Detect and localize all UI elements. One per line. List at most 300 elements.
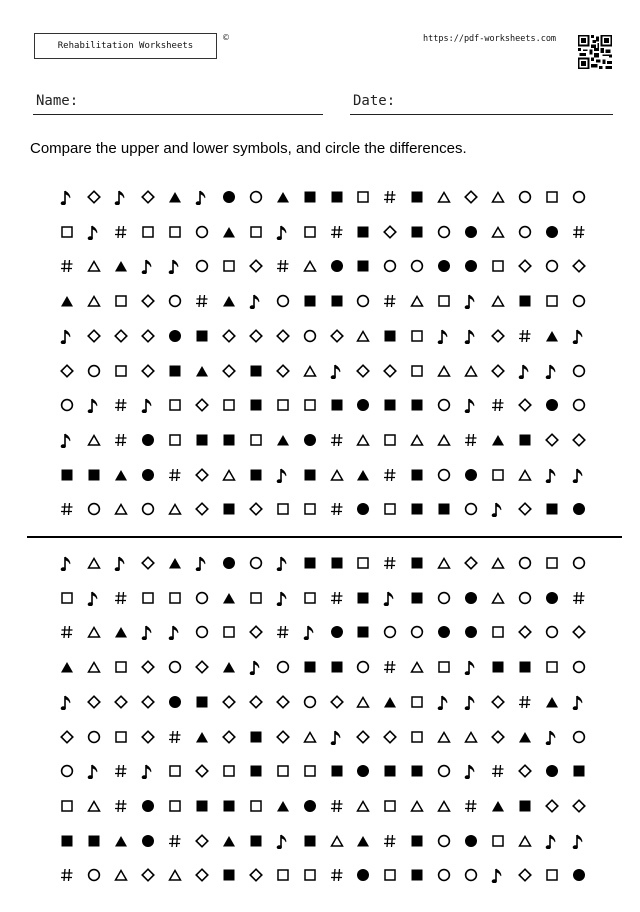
- open-circle-icon[interactable]: [566, 553, 592, 573]
- filled-triangle-icon[interactable]: [216, 291, 242, 311]
- open-circle-icon[interactable]: [566, 395, 592, 415]
- filled-triangle-icon[interactable]: [216, 657, 242, 677]
- open-diamond-icon[interactable]: [189, 761, 215, 781]
- open-diamond-icon[interactable]: [270, 361, 296, 381]
- open-square-icon[interactable]: [297, 761, 323, 781]
- filled-square-icon[interactable]: [404, 831, 430, 851]
- open-diamond-icon[interactable]: [243, 692, 269, 712]
- open-circle-icon[interactable]: [431, 465, 457, 485]
- eighth-note-icon[interactable]: [243, 657, 269, 677]
- hash-icon[interactable]: [324, 588, 350, 608]
- open-square-icon[interactable]: [431, 657, 457, 677]
- open-triangle-icon[interactable]: [512, 465, 538, 485]
- open-circle-icon[interactable]: [404, 622, 430, 642]
- filled-square-icon[interactable]: [404, 465, 430, 485]
- hash-icon[interactable]: [566, 588, 592, 608]
- open-square-icon[interactable]: [243, 796, 269, 816]
- open-triangle-icon[interactable]: [81, 256, 107, 276]
- open-diamond-icon[interactable]: [512, 256, 538, 276]
- filled-square-icon[interactable]: [404, 395, 430, 415]
- eighth-note-icon[interactable]: [566, 326, 592, 346]
- filled-square-icon[interactable]: [377, 326, 403, 346]
- filled-square-icon[interactable]: [189, 430, 215, 450]
- open-circle-icon[interactable]: [458, 865, 484, 885]
- filled-circle-icon[interactable]: [431, 622, 457, 642]
- open-diamond-icon[interactable]: [566, 256, 592, 276]
- hash-icon[interactable]: [270, 256, 296, 276]
- open-circle-icon[interactable]: [566, 187, 592, 207]
- open-diamond-icon[interactable]: [566, 430, 592, 450]
- filled-square-icon[interactable]: [404, 187, 430, 207]
- open-square-icon[interactable]: [404, 361, 430, 381]
- open-square-icon[interactable]: [216, 256, 242, 276]
- open-triangle-icon[interactable]: [404, 796, 430, 816]
- open-diamond-icon[interactable]: [458, 187, 484, 207]
- eighth-note-icon[interactable]: [485, 499, 511, 519]
- hash-icon[interactable]: [54, 865, 80, 885]
- open-triangle-icon[interactable]: [404, 430, 430, 450]
- open-circle-icon[interactable]: [81, 499, 107, 519]
- filled-circle-icon[interactable]: [135, 465, 161, 485]
- filled-circle-icon[interactable]: [162, 326, 188, 346]
- open-diamond-icon[interactable]: [512, 761, 538, 781]
- open-triangle-icon[interactable]: [297, 361, 323, 381]
- eighth-note-icon[interactable]: [539, 465, 565, 485]
- open-square-icon[interactable]: [216, 761, 242, 781]
- eighth-note-icon[interactable]: [135, 622, 161, 642]
- open-circle-icon[interactable]: [566, 291, 592, 311]
- open-diamond-icon[interactable]: [270, 692, 296, 712]
- eighth-note-icon[interactable]: [108, 553, 134, 573]
- hash-icon[interactable]: [377, 187, 403, 207]
- hash-icon[interactable]: [162, 727, 188, 747]
- open-circle-icon[interactable]: [350, 291, 376, 311]
- open-diamond-icon[interactable]: [135, 692, 161, 712]
- eighth-note-icon[interactable]: [539, 727, 565, 747]
- open-triangle-icon[interactable]: [297, 727, 323, 747]
- filled-square-icon[interactable]: [243, 761, 269, 781]
- open-square-icon[interactable]: [297, 222, 323, 242]
- open-diamond-icon[interactable]: [135, 657, 161, 677]
- eighth-note-icon[interactable]: [458, 761, 484, 781]
- filled-triangle-icon[interactable]: [485, 430, 511, 450]
- filled-square-icon[interactable]: [81, 465, 107, 485]
- eighth-note-icon[interactable]: [458, 291, 484, 311]
- open-triangle-icon[interactable]: [350, 796, 376, 816]
- open-square-icon[interactable]: [485, 622, 511, 642]
- open-circle-icon[interactable]: [189, 622, 215, 642]
- filled-square-icon[interactable]: [189, 692, 215, 712]
- open-circle-icon[interactable]: [377, 256, 403, 276]
- filled-triangle-icon[interactable]: [108, 622, 134, 642]
- open-diamond-icon[interactable]: [135, 865, 161, 885]
- open-diamond-icon[interactable]: [243, 499, 269, 519]
- name-field[interactable]: [33, 92, 323, 115]
- open-square-icon[interactable]: [243, 222, 269, 242]
- filled-triangle-icon[interactable]: [216, 222, 242, 242]
- filled-circle-icon[interactable]: [350, 499, 376, 519]
- open-circle-icon[interactable]: [297, 692, 323, 712]
- filled-square-icon[interactable]: [324, 291, 350, 311]
- open-circle-icon[interactable]: [566, 657, 592, 677]
- filled-square-icon[interactable]: [431, 499, 457, 519]
- open-square-icon[interactable]: [297, 395, 323, 415]
- open-triangle-icon[interactable]: [81, 657, 107, 677]
- filled-square-icon[interactable]: [512, 291, 538, 311]
- open-square-icon[interactable]: [108, 657, 134, 677]
- open-diamond-icon[interactable]: [512, 865, 538, 885]
- open-square-icon[interactable]: [135, 222, 161, 242]
- open-circle-icon[interactable]: [512, 187, 538, 207]
- open-square-icon[interactable]: [135, 588, 161, 608]
- filled-square-icon[interactable]: [539, 499, 565, 519]
- open-diamond-icon[interactable]: [566, 622, 592, 642]
- eighth-note-icon[interactable]: [324, 361, 350, 381]
- open-diamond-icon[interactable]: [243, 256, 269, 276]
- open-triangle-icon[interactable]: [458, 361, 484, 381]
- open-circle-icon[interactable]: [270, 657, 296, 677]
- hash-icon[interactable]: [324, 796, 350, 816]
- open-diamond-icon[interactable]: [189, 499, 215, 519]
- filled-circle-icon[interactable]: [135, 430, 161, 450]
- hash-icon[interactable]: [324, 865, 350, 885]
- filled-circle-icon[interactable]: [135, 796, 161, 816]
- open-circle-icon[interactable]: [297, 326, 323, 346]
- filled-circle-icon[interactable]: [566, 865, 592, 885]
- open-circle-icon[interactable]: [189, 588, 215, 608]
- open-diamond-icon[interactable]: [458, 553, 484, 573]
- open-circle-icon[interactable]: [539, 256, 565, 276]
- open-diamond-icon[interactable]: [189, 831, 215, 851]
- filled-triangle-icon[interactable]: [216, 831, 242, 851]
- filled-square-icon[interactable]: [54, 831, 80, 851]
- site-url[interactable]: https://pdf-worksheets.com: [423, 34, 557, 44]
- open-circle-icon[interactable]: [135, 499, 161, 519]
- open-circle-icon[interactable]: [243, 553, 269, 573]
- open-diamond-icon[interactable]: [216, 326, 242, 346]
- eighth-note-icon[interactable]: [458, 326, 484, 346]
- open-triangle-icon[interactable]: [350, 692, 376, 712]
- filled-square-icon[interactable]: [216, 430, 242, 450]
- filled-square-icon[interactable]: [404, 222, 430, 242]
- open-triangle-icon[interactable]: [162, 865, 188, 885]
- hash-icon[interactable]: [377, 465, 403, 485]
- open-diamond-icon[interactable]: [324, 692, 350, 712]
- eighth-note-icon[interactable]: [135, 761, 161, 781]
- hash-icon[interactable]: [324, 222, 350, 242]
- hash-icon[interactable]: [54, 622, 80, 642]
- filled-circle-icon[interactable]: [162, 692, 188, 712]
- open-square-icon[interactable]: [377, 430, 403, 450]
- filled-triangle-icon[interactable]: [162, 553, 188, 573]
- open-square-icon[interactable]: [108, 291, 134, 311]
- open-diamond-icon[interactable]: [135, 553, 161, 573]
- open-diamond-icon[interactable]: [377, 727, 403, 747]
- eighth-note-icon[interactable]: [135, 395, 161, 415]
- filled-circle-icon[interactable]: [297, 430, 323, 450]
- open-diamond-icon[interactable]: [243, 326, 269, 346]
- eighth-note-icon[interactable]: [81, 395, 107, 415]
- filled-circle-icon[interactable]: [350, 761, 376, 781]
- open-triangle-icon[interactable]: [485, 588, 511, 608]
- filled-circle-icon[interactable]: [458, 256, 484, 276]
- hash-icon[interactable]: [458, 796, 484, 816]
- open-square-icon[interactable]: [485, 256, 511, 276]
- filled-circle-icon[interactable]: [539, 395, 565, 415]
- open-square-icon[interactable]: [243, 430, 269, 450]
- open-triangle-icon[interactable]: [324, 831, 350, 851]
- open-circle-icon[interactable]: [512, 222, 538, 242]
- filled-square-icon[interactable]: [404, 588, 430, 608]
- open-diamond-icon[interactable]: [81, 326, 107, 346]
- open-circle-icon[interactable]: [189, 256, 215, 276]
- filled-square-icon[interactable]: [297, 465, 323, 485]
- filled-triangle-icon[interactable]: [54, 291, 80, 311]
- filled-circle-icon[interactable]: [324, 622, 350, 642]
- filled-circle-icon[interactable]: [297, 796, 323, 816]
- open-circle-icon[interactable]: [54, 395, 80, 415]
- hash-icon[interactable]: [377, 553, 403, 573]
- filled-square-icon[interactable]: [512, 796, 538, 816]
- eighth-note-icon[interactable]: [512, 361, 538, 381]
- open-diamond-icon[interactable]: [216, 361, 242, 381]
- open-diamond-icon[interactable]: [108, 692, 134, 712]
- eighth-note-icon[interactable]: [270, 831, 296, 851]
- open-triangle-icon[interactable]: [431, 187, 457, 207]
- open-triangle-icon[interactable]: [485, 187, 511, 207]
- filled-circle-icon[interactable]: [458, 465, 484, 485]
- open-circle-icon[interactable]: [431, 222, 457, 242]
- open-square-icon[interactable]: [162, 588, 188, 608]
- eighth-note-icon[interactable]: [485, 865, 511, 885]
- open-diamond-icon[interactable]: [135, 361, 161, 381]
- hash-icon[interactable]: [377, 657, 403, 677]
- open-diamond-icon[interactable]: [324, 326, 350, 346]
- open-diamond-icon[interactable]: [54, 361, 80, 381]
- open-circle-icon[interactable]: [458, 499, 484, 519]
- open-diamond-icon[interactable]: [54, 727, 80, 747]
- filled-circle-icon[interactable]: [431, 256, 457, 276]
- open-diamond-icon[interactable]: [135, 727, 161, 747]
- hash-icon[interactable]: [377, 831, 403, 851]
- eighth-note-icon[interactable]: [566, 465, 592, 485]
- eighth-note-icon[interactable]: [54, 553, 80, 573]
- eighth-note-icon[interactable]: [270, 222, 296, 242]
- eighth-note-icon[interactable]: [81, 222, 107, 242]
- filled-triangle-icon[interactable]: [485, 796, 511, 816]
- filled-triangle-icon[interactable]: [216, 588, 242, 608]
- eighth-note-icon[interactable]: [566, 692, 592, 712]
- eighth-note-icon[interactable]: [539, 361, 565, 381]
- open-diamond-icon[interactable]: [216, 692, 242, 712]
- filled-square-icon[interactable]: [243, 831, 269, 851]
- open-triangle-icon[interactable]: [216, 465, 242, 485]
- hash-icon[interactable]: [458, 430, 484, 450]
- open-circle-icon[interactable]: [81, 727, 107, 747]
- hash-icon[interactable]: [324, 430, 350, 450]
- open-diamond-icon[interactable]: [539, 430, 565, 450]
- eighth-note-icon[interactable]: [135, 256, 161, 276]
- filled-triangle-icon[interactable]: [189, 361, 215, 381]
- filled-square-icon[interactable]: [404, 499, 430, 519]
- open-triangle-icon[interactable]: [431, 727, 457, 747]
- open-circle-icon[interactable]: [270, 291, 296, 311]
- open-diamond-icon[interactable]: [377, 361, 403, 381]
- eighth-note-icon[interactable]: [377, 588, 403, 608]
- hash-icon[interactable]: [566, 222, 592, 242]
- open-square-icon[interactable]: [270, 395, 296, 415]
- open-square-icon[interactable]: [350, 553, 376, 573]
- eighth-note-icon[interactable]: [324, 727, 350, 747]
- eighth-note-icon[interactable]: [162, 256, 188, 276]
- open-circle-icon[interactable]: [350, 657, 376, 677]
- open-diamond-icon[interactable]: [270, 727, 296, 747]
- eighth-note-icon[interactable]: [243, 291, 269, 311]
- open-square-icon[interactable]: [297, 499, 323, 519]
- open-square-icon[interactable]: [297, 865, 323, 885]
- hash-icon[interactable]: [108, 588, 134, 608]
- open-square-icon[interactable]: [431, 291, 457, 311]
- filled-triangle-icon[interactable]: [108, 465, 134, 485]
- open-square-icon[interactable]: [404, 692, 430, 712]
- filled-triangle-icon[interactable]: [270, 430, 296, 450]
- filled-triangle-icon[interactable]: [539, 326, 565, 346]
- filled-square-icon[interactable]: [350, 222, 376, 242]
- hash-icon[interactable]: [108, 761, 134, 781]
- open-diamond-icon[interactable]: [512, 499, 538, 519]
- open-diamond-icon[interactable]: [512, 622, 538, 642]
- filled-square-icon[interactable]: [404, 865, 430, 885]
- open-diamond-icon[interactable]: [485, 727, 511, 747]
- eighth-note-icon[interactable]: [162, 622, 188, 642]
- open-square-icon[interactable]: [108, 361, 134, 381]
- open-triangle-icon[interactable]: [431, 796, 457, 816]
- hash-icon[interactable]: [162, 831, 188, 851]
- open-diamond-icon[interactable]: [189, 657, 215, 677]
- filled-circle-icon[interactable]: [350, 865, 376, 885]
- filled-circle-icon[interactable]: [216, 187, 242, 207]
- filled-square-icon[interactable]: [324, 187, 350, 207]
- open-diamond-icon[interactable]: [81, 692, 107, 712]
- open-triangle-icon[interactable]: [108, 865, 134, 885]
- open-diamond-icon[interactable]: [350, 727, 376, 747]
- hash-icon[interactable]: [377, 291, 403, 311]
- open-diamond-icon[interactable]: [81, 187, 107, 207]
- filled-square-icon[interactable]: [297, 187, 323, 207]
- open-square-icon[interactable]: [162, 395, 188, 415]
- filled-circle-icon[interactable]: [324, 256, 350, 276]
- open-triangle-icon[interactable]: [485, 291, 511, 311]
- filled-square-icon[interactable]: [216, 796, 242, 816]
- open-triangle-icon[interactable]: [431, 430, 457, 450]
- eighth-note-icon[interactable]: [54, 187, 80, 207]
- open-diamond-icon[interactable]: [485, 361, 511, 381]
- open-circle-icon[interactable]: [431, 395, 457, 415]
- open-circle-icon[interactable]: [431, 588, 457, 608]
- open-circle-icon[interactable]: [377, 622, 403, 642]
- eighth-note-icon[interactable]: [458, 692, 484, 712]
- open-square-icon[interactable]: [539, 657, 565, 677]
- filled-circle-icon[interactable]: [566, 499, 592, 519]
- filled-square-icon[interactable]: [189, 796, 215, 816]
- eighth-note-icon[interactable]: [431, 326, 457, 346]
- open-circle-icon[interactable]: [539, 622, 565, 642]
- hash-icon[interactable]: [54, 499, 80, 519]
- filled-square-icon[interactable]: [297, 657, 323, 677]
- filled-square-icon[interactable]: [377, 761, 403, 781]
- filled-square-icon[interactable]: [512, 430, 538, 450]
- open-triangle-icon[interactable]: [81, 796, 107, 816]
- eighth-note-icon[interactable]: [566, 831, 592, 851]
- eighth-note-icon[interactable]: [539, 831, 565, 851]
- filled-square-icon[interactable]: [377, 395, 403, 415]
- filled-square-icon[interactable]: [243, 727, 269, 747]
- open-square-icon[interactable]: [162, 222, 188, 242]
- filled-triangle-icon[interactable]: [162, 187, 188, 207]
- open-square-icon[interactable]: [350, 187, 376, 207]
- open-circle-icon[interactable]: [81, 361, 107, 381]
- open-circle-icon[interactable]: [81, 865, 107, 885]
- open-circle-icon[interactable]: [162, 657, 188, 677]
- open-triangle-icon[interactable]: [431, 361, 457, 381]
- open-circle-icon[interactable]: [404, 256, 430, 276]
- filled-triangle-icon[interactable]: [539, 692, 565, 712]
- filled-square-icon[interactable]: [216, 865, 242, 885]
- open-diamond-icon[interactable]: [108, 326, 134, 346]
- filled-circle-icon[interactable]: [539, 222, 565, 242]
- eighth-note-icon[interactable]: [54, 692, 80, 712]
- eighth-note-icon[interactable]: [270, 553, 296, 573]
- hash-icon[interactable]: [108, 796, 134, 816]
- filled-square-icon[interactable]: [162, 361, 188, 381]
- hash-icon[interactable]: [485, 395, 511, 415]
- eighth-note-icon[interactable]: [54, 430, 80, 450]
- filled-triangle-icon[interactable]: [270, 187, 296, 207]
- eighth-note-icon[interactable]: [54, 326, 80, 346]
- open-circle-icon[interactable]: [566, 727, 592, 747]
- open-diamond-icon[interactable]: [189, 465, 215, 485]
- open-diamond-icon[interactable]: [189, 865, 215, 885]
- open-square-icon[interactable]: [485, 465, 511, 485]
- eighth-note-icon[interactable]: [458, 395, 484, 415]
- open-square-icon[interactable]: [270, 865, 296, 885]
- filled-triangle-icon[interactable]: [108, 256, 134, 276]
- open-triangle-icon[interactable]: [512, 831, 538, 851]
- open-circle-icon[interactable]: [243, 187, 269, 207]
- filled-square-icon[interactable]: [243, 361, 269, 381]
- filled-square-icon[interactable]: [216, 499, 242, 519]
- eighth-note-icon[interactable]: [270, 465, 296, 485]
- open-diamond-icon[interactable]: [512, 395, 538, 415]
- eighth-note-icon[interactable]: [458, 657, 484, 677]
- open-triangle-icon[interactable]: [350, 430, 376, 450]
- open-triangle-icon[interactable]: [162, 499, 188, 519]
- hash-icon[interactable]: [485, 761, 511, 781]
- open-circle-icon[interactable]: [512, 553, 538, 573]
- filled-circle-icon[interactable]: [350, 395, 376, 415]
- hash-icon[interactable]: [512, 692, 538, 712]
- hash-icon[interactable]: [189, 291, 215, 311]
- filled-circle-icon[interactable]: [539, 588, 565, 608]
- filled-square-icon[interactable]: [485, 657, 511, 677]
- filled-square-icon[interactable]: [54, 465, 80, 485]
- open-diamond-icon[interactable]: [485, 692, 511, 712]
- eighth-note-icon[interactable]: [297, 622, 323, 642]
- date-field[interactable]: [350, 92, 613, 115]
- filled-square-icon[interactable]: [243, 395, 269, 415]
- hash-icon[interactable]: [324, 499, 350, 519]
- filled-triangle-icon[interactable]: [350, 831, 376, 851]
